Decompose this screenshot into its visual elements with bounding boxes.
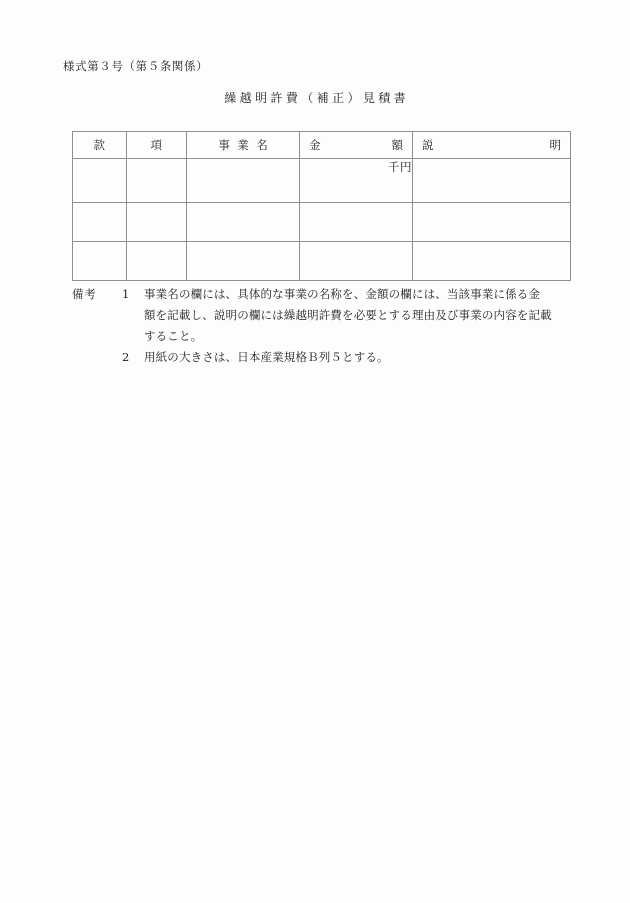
page-title: 繰越明許費（補正）見積書 (224, 91, 410, 105)
remark-text-1-line1: 事業名の欄には、具体的な事業の名称を、金額の欄には、当該事業に係る金 (144, 287, 541, 301)
column-header-setsumei-label-left: 説 (422, 138, 434, 152)
cell-setsumei[interactable] (413, 203, 571, 242)
cell-ko[interactable] (127, 159, 187, 203)
cell-kingaku-unit[interactable]: 千円 (300, 159, 413, 203)
column-header-jigyo-mei (187, 132, 300, 159)
remark-number-2: 2 (122, 350, 130, 364)
cell-kan[interactable] (73, 159, 127, 203)
column-header-setsumei-label-right: 明 (549, 138, 561, 152)
cell-jigyo-mei[interactable] (187, 159, 300, 203)
remarks-section (72, 284, 572, 368)
table-header-row (73, 132, 571, 159)
column-header-kan (73, 132, 127, 159)
column-header-setsumei (413, 132, 571, 159)
cell-ko[interactable] (127, 242, 187, 281)
cell-kingaku[interactable] (300, 242, 413, 281)
cell-kan[interactable] (73, 203, 127, 242)
cell-ko[interactable] (127, 203, 187, 242)
remark-text-1-line2: 額を記載し、説明の欄には繰越明許費を必要とする理由及び事業の内容を記載 (144, 308, 552, 322)
column-header-ko (127, 132, 187, 159)
column-header-ko-label: 項 (150, 138, 163, 152)
table-row (73, 242, 571, 281)
remark-text-2-line1: 用紙の大きさは、日本産業規格Ｂ列５とする。 (144, 350, 389, 364)
remark-item-2 (72, 347, 572, 368)
estimate-table (72, 131, 571, 281)
cell-setsumei[interactable] (413, 159, 571, 203)
remark-number-1: 1 (122, 287, 130, 301)
remark-text-1-line3: すること。 (144, 329, 203, 343)
column-header-kingaku (300, 132, 413, 159)
remark-item-1 (72, 284, 572, 305)
column-header-jigyo-mei-label: 事業名 (218, 138, 276, 152)
cell-jigyo-mei[interactable] (187, 242, 300, 281)
table-row (73, 159, 571, 203)
column-header-kingaku-label-left: 金 (309, 138, 321, 152)
table-row (73, 203, 571, 242)
form-number: 様式第３号（第５条関係） (63, 59, 209, 73)
cell-setsumei[interactable] (413, 242, 571, 281)
remarks-label: 備考 (72, 287, 97, 301)
cell-kan[interactable] (73, 242, 127, 281)
column-header-kan-label: 款 (93, 138, 106, 152)
cell-kingaku[interactable] (300, 203, 413, 242)
cell-jigyo-mei[interactable] (187, 203, 300, 242)
column-header-kingaku-label-right: 額 (391, 138, 403, 152)
